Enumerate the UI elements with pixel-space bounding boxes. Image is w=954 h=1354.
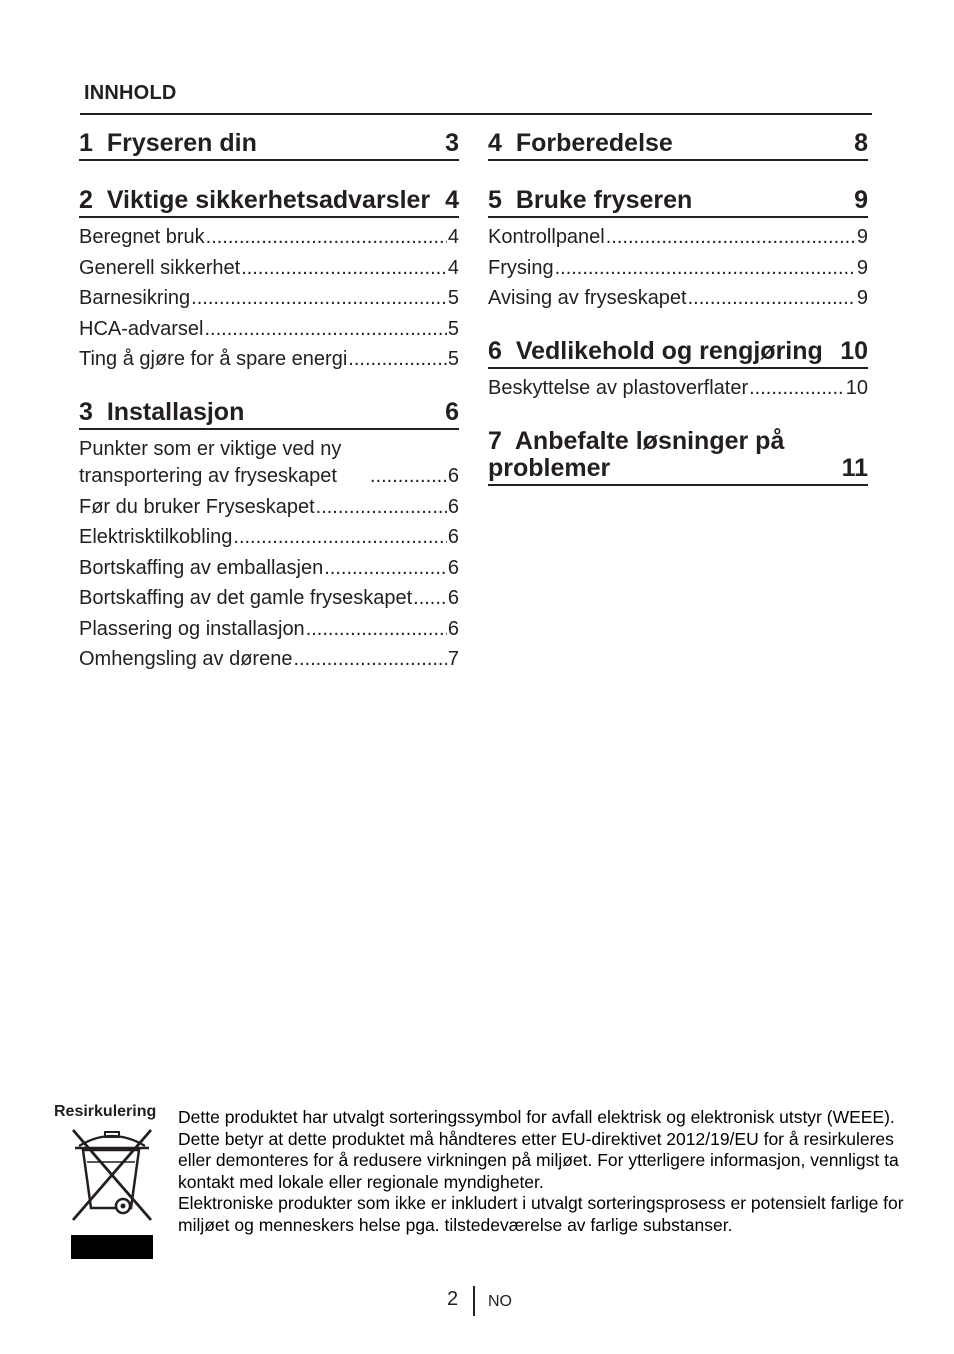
- section-title-text: Vedlikehold og rengjøring: [515, 337, 823, 365]
- toc-entry[interactable]: [79, 616, 459, 643]
- toc-section: [79, 130, 459, 161]
- footer-divider: [473, 1286, 475, 1316]
- toc-left-column: [79, 130, 459, 699]
- entry-page-number: 5: [447, 348, 459, 370]
- section-title: [488, 338, 830, 365]
- dot-leader: [749, 375, 845, 402]
- entry-page-number: 6: [447, 495, 459, 518]
- toc-entry[interactable]: [79, 646, 459, 673]
- toc-entry[interactable]: [79, 436, 459, 490]
- entry-title: Kontrollpanel: [488, 226, 605, 248]
- section-page-number: 3: [445, 129, 459, 157]
- toc-header-title: INNHOLD: [84, 82, 177, 104]
- entry-title: Bortskaffing av emballasjen: [79, 556, 324, 579]
- dot-leader: [324, 555, 447, 582]
- toc-entry[interactable]: [79, 316, 459, 343]
- entry-title: Omhengsling av dørene: [79, 648, 293, 670]
- recycling-label: Resirkulering: [54, 1103, 157, 1120]
- toc-entry[interactable]: [488, 375, 868, 402]
- dot-leader: [348, 346, 447, 373]
- toc-entry[interactable]: [488, 255, 868, 282]
- entry-page-number: 6: [447, 556, 459, 579]
- entry-title: Beregnet bruk: [79, 226, 205, 248]
- section-title-text: Fryseren din: [106, 129, 257, 157]
- toc-entry[interactable]: [79, 494, 459, 521]
- dot-leader: [370, 463, 447, 490]
- entry-title: Barnesikring: [79, 287, 191, 309]
- section-page-number: 10: [840, 337, 868, 365]
- entry-title: Punkter som er viktige ved ny transportering av fryseskapet: [79, 438, 342, 487]
- section-title-text: Viktige sikkerhetsadvarsler: [106, 186, 431, 214]
- toc-section: [488, 428, 868, 486]
- toc-entry-list: [488, 375, 868, 402]
- entry-page-number: 5: [447, 287, 459, 309]
- toc-entry-list: [79, 436, 459, 673]
- dot-leader: [206, 224, 447, 251]
- toc-entry[interactable]: [488, 224, 868, 251]
- toc-right-column: [488, 130, 868, 512]
- section-title-text: Anbefalte løsninger på problemer: [488, 427, 785, 482]
- dot-leader: [316, 494, 447, 521]
- recycling-paragraph: Dette betyr at dette produktet må håndteres etter EU-direktivet 2012/19/EU for å resirkuleres eller demonteres for å redusere virkningen på miljøet. For ytterligere informasjon, vennligst ta kontakt med lokale eller regionale myndigheter.: [178, 1128, 899, 1192]
- entry-title: Elektrisktilkobling: [79, 526, 233, 548]
- section-page-number: 11: [841, 454, 868, 482]
- toc-entry[interactable]: [79, 346, 459, 373]
- section-number: 2: [79, 186, 93, 214]
- section-number: 5: [488, 186, 502, 214]
- dot-leader: [204, 316, 446, 343]
- section-page-number: 8: [854, 129, 868, 157]
- dot-leader: [606, 224, 856, 251]
- toc-entry[interactable]: [79, 255, 459, 282]
- dot-leader: [555, 255, 856, 282]
- section-number: 1: [79, 129, 93, 157]
- toc-section-heading[interactable]: [79, 187, 459, 218]
- entry-page-number: 9: [856, 256, 868, 279]
- entry-page-number: 7: [447, 648, 459, 670]
- toc-entry[interactable]: [79, 585, 459, 612]
- toc-entry[interactable]: [79, 555, 459, 582]
- section-title: [79, 399, 435, 426]
- section-title-text: Bruke fryseren: [515, 186, 693, 214]
- section-page-number: 4: [445, 186, 459, 214]
- entry-title: Avising av fryseskapet: [488, 287, 687, 309]
- crossed-out-wheelie-bin-icon: [67, 1122, 157, 1269]
- toc-section-heading[interactable]: [79, 130, 459, 161]
- toc-section-heading[interactable]: [488, 338, 868, 369]
- toc-section: [79, 187, 459, 373]
- section-page-number: 6: [445, 398, 459, 426]
- entry-title: Plassering og installasjon: [79, 617, 305, 640]
- entry-page-number: 6: [447, 587, 459, 609]
- entry-title: Generell sikkerhet: [79, 256, 241, 279]
- toc-entry[interactable]: [79, 524, 459, 551]
- section-number: 3: [79, 398, 93, 426]
- section-number: 7: [488, 427, 502, 455]
- entry-title: Beskyttelse av plastoverflater: [488, 377, 749, 399]
- language-code: NO: [488, 1293, 512, 1310]
- entry-page-number: 4: [447, 226, 459, 248]
- dot-leader: [241, 255, 447, 282]
- recycling-paragraph: Elektroniske produkter som ikke er inkludert i utvalgt sorteringsprosess er potensielt farlige for miljøet og menneskers helse pga. tilstedeværelse av farlige substanser.: [178, 1193, 904, 1235]
- toc-section: [79, 399, 459, 673]
- toc-entry-list: [488, 224, 868, 312]
- section-title: [79, 187, 435, 214]
- section-number: 6: [488, 337, 502, 365]
- dot-leader: [191, 285, 447, 312]
- dot-leader: [688, 285, 856, 312]
- toc-entry[interactable]: [79, 224, 459, 251]
- header-rule: [80, 113, 872, 115]
- toc-section-heading[interactable]: [488, 428, 868, 486]
- entry-title: Frysing: [488, 256, 554, 279]
- recycling-paragraph: Dette produktet har utvalgt sorteringssymbol for avfall elektrisk og elektronisk utstyr (WEEE).: [178, 1107, 895, 1127]
- section-title: [488, 187, 844, 214]
- entry-page-number: 4: [447, 256, 459, 279]
- section-number: 4: [488, 129, 502, 157]
- toc-entry[interactable]: [488, 285, 868, 312]
- toc-section-heading[interactable]: [79, 399, 459, 430]
- toc-section: [488, 187, 868, 312]
- dot-leader: [413, 585, 447, 612]
- section-title: [488, 130, 844, 157]
- recycling-text: [178, 1107, 908, 1236]
- entry-page-number: 9: [856, 226, 868, 248]
- entry-title: Ting å gjøre for å spare energi: [79, 348, 348, 370]
- section-page-number: 9: [854, 186, 868, 214]
- toc-section: [488, 338, 868, 402]
- entry-page-number: 6: [447, 617, 459, 640]
- entry-page-number: 9: [856, 287, 868, 309]
- entry-page-number: 6: [447, 526, 459, 548]
- section-title: [488, 428, 832, 482]
- entry-title: HCA-advarsel: [79, 317, 204, 340]
- entry-page-number: 6: [447, 465, 459, 487]
- dot-leader: [233, 524, 446, 551]
- entry-page-number: 5: [447, 317, 459, 340]
- section-title-text: Forberedelse: [515, 129, 673, 157]
- toc-section-heading[interactable]: [488, 130, 868, 161]
- dot-leader: [293, 646, 446, 673]
- entry-page-number: 10: [845, 377, 868, 399]
- entry-title: Bortskaffing av det gamle fryseskapet: [79, 587, 413, 609]
- toc-entry-list: [79, 224, 459, 373]
- page-number: 2: [447, 1288, 459, 1310]
- toc-section: [488, 130, 868, 161]
- dot-leader: [306, 616, 447, 643]
- toc-entry[interactable]: [79, 285, 459, 312]
- section-title-text: Installasjon: [106, 398, 245, 426]
- section-title: [79, 130, 435, 157]
- entry-title: Før du bruker Fryseskapet: [79, 495, 315, 518]
- toc-section-heading[interactable]: [488, 187, 868, 218]
